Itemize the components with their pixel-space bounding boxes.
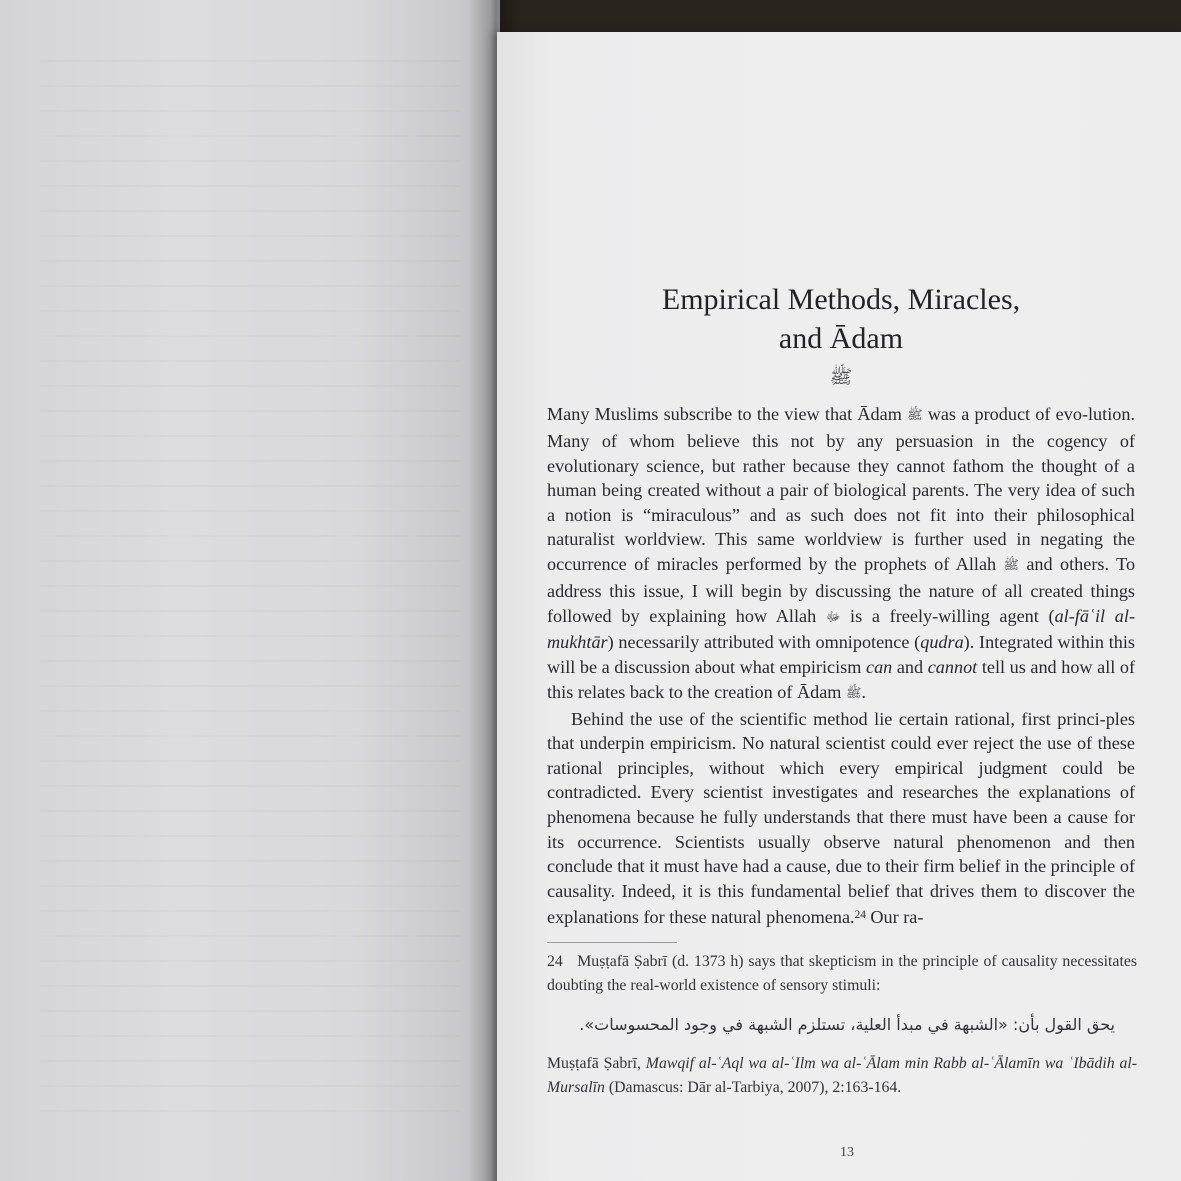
paragraph-2	[547, 707, 1135, 930]
term-cannot: cannot	[927, 657, 978, 678]
chapter-title-adam: and Ādam	[778, 322, 904, 355]
show-through-lines	[40, 60, 460, 1120]
term-can: can	[866, 657, 893, 678]
chapter-title-line-1: Empirical Methods, Miracles,	[661, 283, 1021, 316]
citation-author: Muṣṭafā Ṣabrī,	[547, 1055, 641, 1072]
honorific-glyph-icon: ﷺ	[845, 686, 862, 702]
p1-text-5: ) necessarily attributed with omnipotence (	[607, 632, 921, 653]
p2-tail: Our ra-	[870, 907, 924, 928]
p1-text-1: Many Muslims subscribe to the view that Ādam	[547, 404, 902, 424]
footnote-number: 24	[547, 953, 563, 970]
page-number: 13	[840, 1145, 854, 1160]
citation-publication: (Damascus: Dār al-Tarbiya, 2007), 2:163-164.	[608, 1079, 902, 1096]
p1-text-3: and others. To address this issue, I will begin by discussing the nature of all created things followed by explaining how Allah	[547, 553, 1136, 626]
p1-text-7: and	[896, 657, 924, 678]
left-page	[0, 0, 500, 1181]
footnote-citation	[547, 1052, 1137, 1100]
p1-text-6: ). Integrated within this will be a discussion about what empiricism	[547, 632, 1135, 678]
right-page	[497, 32, 1181, 1181]
honorific-glyph-icon: ﷺ	[1003, 558, 1019, 574]
paragraph-1	[547, 402, 1135, 707]
body-text	[547, 402, 1135, 930]
footnote-body: Muṣṭafā Ṣabrī (d. 1373 h) says that skepticism in the principle of causality necessitates doubting the real-world existence of sensory stimuli:	[547, 953, 1137, 994]
honorific-glyph-icon: ﷺ	[907, 408, 923, 424]
honorific-glyph-icon: ﷻ	[825, 609, 841, 625]
footnote-24	[547, 950, 1137, 1100]
p1-text-9: .	[861, 681, 866, 702]
p1-text-4: is a freely-willing agent (	[850, 605, 1055, 626]
term-qudra: qudra	[920, 632, 964, 653]
footnote-text	[547, 950, 1137, 998]
footnote-arabic-quote: يحق القول بأن: «الشبهة في مبدأ العلية، تستلزم الشبهة في وجود المحسوسات».	[579, 1015, 1115, 1034]
chapter-title-line-2	[547, 319, 1135, 397]
chapter-title	[547, 280, 1135, 397]
footnote-reference[interactable]: 24	[854, 909, 866, 922]
citation-title: Mawqif al-ʿAql wa al-ʿIlm wa al-ʿĀlam min Rabb al-ʿĀlamīn wa ʿIbādih al-Mursalīn	[547, 1055, 1138, 1096]
p1-text-8: tell us and how all of this relates back to the creation of Ādam	[547, 657, 1136, 702]
p1-text-2: was a product of evo-lution. Many of whom believe this not by any persuasion in the cogency of evolutionary science, but rather because they cannot fathom the thought of a human being created without a pair of biological parents. The very idea of such a notion is “miraculous” and as such does not fit into their philosophical naturalist worldview. This same worldview is further used in negating the occurrence of miracles performed by the prophets of Allah	[547, 404, 1135, 574]
honorific-glyph-icon: ﷺ	[829, 367, 853, 388]
term-al-fail-al-mukhtar: al-fāʿil al-mukhtār	[547, 605, 1135, 653]
footnote-divider	[547, 942, 677, 943]
p2-text: Behind the use of the scientific method lie certain rational, first princi-ples that underpin empiricism. No natural scientist could ever reject the use of these rational principles, without which every empirical judgment could be contradicted. Every scientist investigates and researches the explanations of phenomena because he fully understands that there must have been a cause for its occurrence. Scientists usually observe natural phenomenon and then conclude that it must have had a cause, due to their firm belief in the principle of causality. Indeed, it is this fundamental belief that drives them to discover the explanations for these natural phenomena.	[547, 708, 1135, 928]
